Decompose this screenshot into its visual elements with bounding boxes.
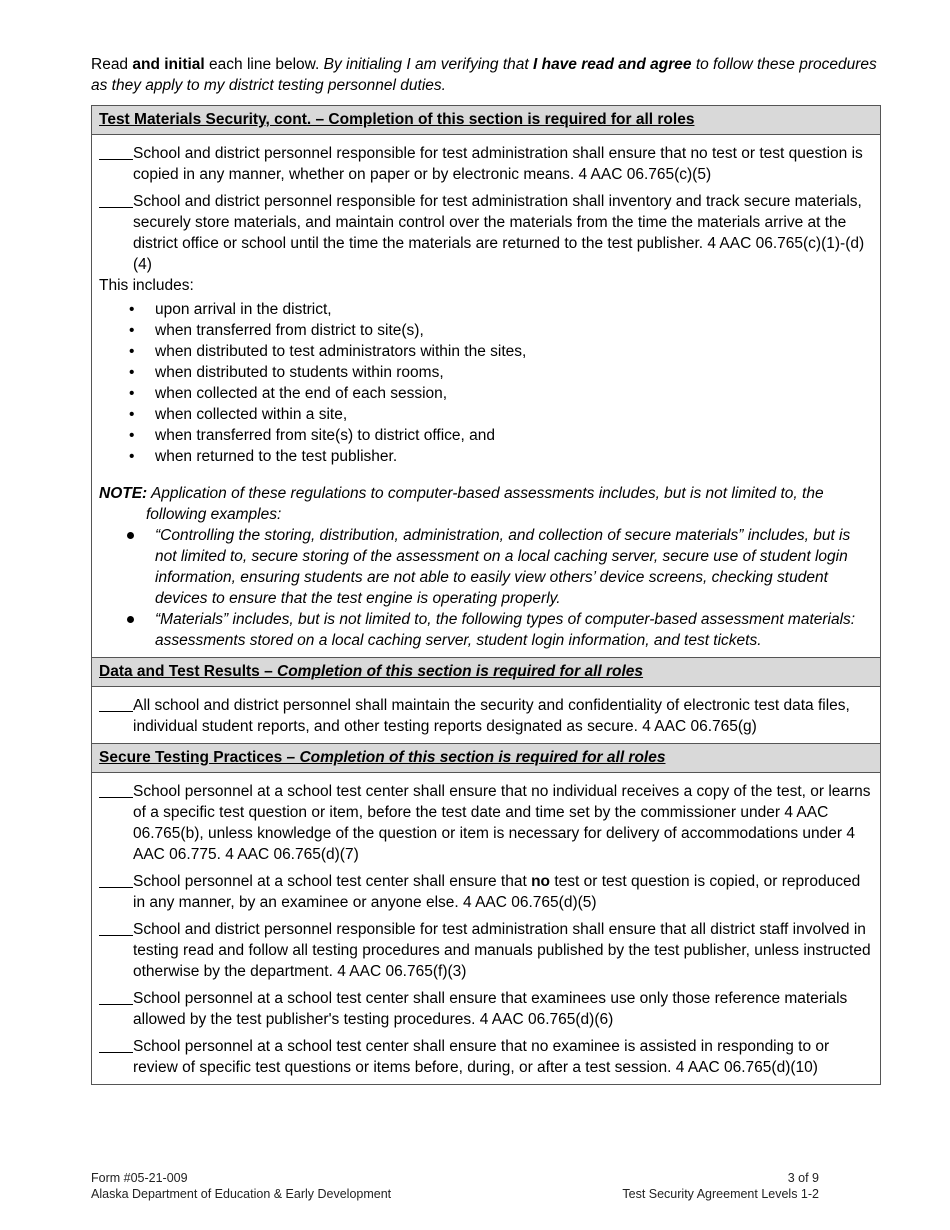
initial-blank[interactable] — [99, 191, 133, 208]
initial-blank[interactable] — [99, 143, 133, 160]
footer-left — [91, 1170, 391, 1202]
list-item: • when collected at the end of each session, — [129, 385, 448, 402]
initial-line: School and district personnel responsible for test administration shall inventory and track secure materials, securely store materials, and maintain control over the materials from the time the materials arrive at the district office or school until the time the materials are returned to the test publisher. 4 AAC 06.765(c)(1)-(d)(4) — [99, 191, 873, 275]
list-item: • when transferred from site(s) to district office, and — [129, 427, 495, 444]
intro-instructions: Read and initial each line below. By initialing I am verifying that I have read and agree to follow these procedures as they apply to my district testing personnel duties. — [91, 56, 877, 94]
includes-label: This includes: — [99, 277, 194, 294]
initial-blank[interactable] — [99, 1036, 133, 1053]
includes-list — [99, 299, 873, 467]
initial-blank[interactable] — [99, 695, 133, 712]
form-number: Form #05-21-009 — [91, 1171, 188, 1185]
section-header-materials: Test Materials Security, cont. – Completion of this section is required for all roles — [92, 106, 880, 135]
initial-line: School personnel at a school test center shall ensure that no test or test question is copied, or reproduced in any manner, by an examinee or anyone else. 4 AAC 06.765(d)(5) — [99, 871, 873, 913]
section-body-practices — [92, 773, 880, 1084]
initial-blank[interactable] — [99, 988, 133, 1005]
agreement-table — [91, 105, 881, 1085]
initial-blank[interactable] — [99, 871, 133, 888]
document-page — [91, 54, 881, 1085]
section-header-practices: Secure Testing Practices – Completion of this section is required for all roles — [92, 744, 880, 773]
note-list — [99, 525, 873, 651]
initial-line: All school and district personnel shall maintain the security and confidentiality of electronic test data files, individual student reports, and other testing reports designated as secure. 4 AAC 06.765(g) — [99, 695, 873, 737]
department-name: Alaska Department of Education & Early Development — [91, 1187, 392, 1201]
section-body-data — [92, 687, 880, 744]
note-paragraph: NOTE: Application of these regulations to computer-based assessments includes, but is not limited to, the following examples: — [99, 485, 824, 523]
list-item: • when returned to the test publisher. — [129, 448, 398, 465]
list-item: “Controlling the storing, distribution, administration, and collection of secure materials” includes, but is not limited to, secure storing of the assessment on a local caching server, secure use of student login information, ensuring students are not able to easily view others’ device screens, checking student devices to ensure that the test engine is operating properly. — [99, 525, 873, 609]
section-body-materials — [92, 135, 880, 658]
list-item: “Materials” includes, but is not limited to, the following types of computer-based assessment materials: assessments stored on a local caching server, student login information, and test tickets. — [99, 609, 873, 651]
document-title: Test Security Agreement Levels 1-2 — [622, 1187, 819, 1201]
initial-blank[interactable] — [99, 919, 133, 936]
list-item: • when transferred from district to site(s), — [129, 322, 424, 339]
initial-line: School personnel at a school test center shall ensure that examinees use only those reference materials allowed by the test publisher's testing procedures. 4 AAC 06.765(d)(6) — [99, 988, 873, 1030]
list-item: • when distributed to students within rooms, — [129, 364, 444, 381]
initial-line: School and district personnel responsible for test administration shall ensure that all district staff involved in testing read and follow all testing procedures and manuals published by the test publisher, unless instructed otherwise by the department. 4 AAC 06.765(f)(3) — [99, 919, 873, 982]
footer-right — [622, 1170, 819, 1202]
list-item: • upon arrival in the district, — [129, 301, 332, 318]
page-number: 3 of 9 — [787, 1171, 819, 1185]
initial-line: School personnel at a school test center shall ensure that no examinee is assisted in responding to or review of specific test questions or items before, during, or after a test session. 4 AAC 06.765(d)(10) — [99, 1036, 873, 1078]
initial-blank[interactable] — [99, 781, 133, 798]
initial-line: School personnel at a school test center shall ensure that no individual receives a copy of the test, or learns of a specific test question or item, before the test date and time set by the commissioner under 4 AAC 06.765(b), unless knowledge of the question or item is necessary for delivery of accommodations under 4 AAC 06.775. 4 AAC 06.765(d)(7) — [99, 781, 873, 865]
section-header-data: Data and Test Results – Completion of this section is required for all roles — [92, 658, 880, 687]
initial-line: School and district personnel responsible for test administration shall ensure that no test or test question is copied in any manner, whether on paper or by electronic means. 4 AAC 06.765(c)(5) — [99, 143, 873, 185]
list-item: • when collected within a site, — [129, 406, 348, 423]
list-item: • when distributed to test administrators within the sites, — [129, 343, 527, 360]
